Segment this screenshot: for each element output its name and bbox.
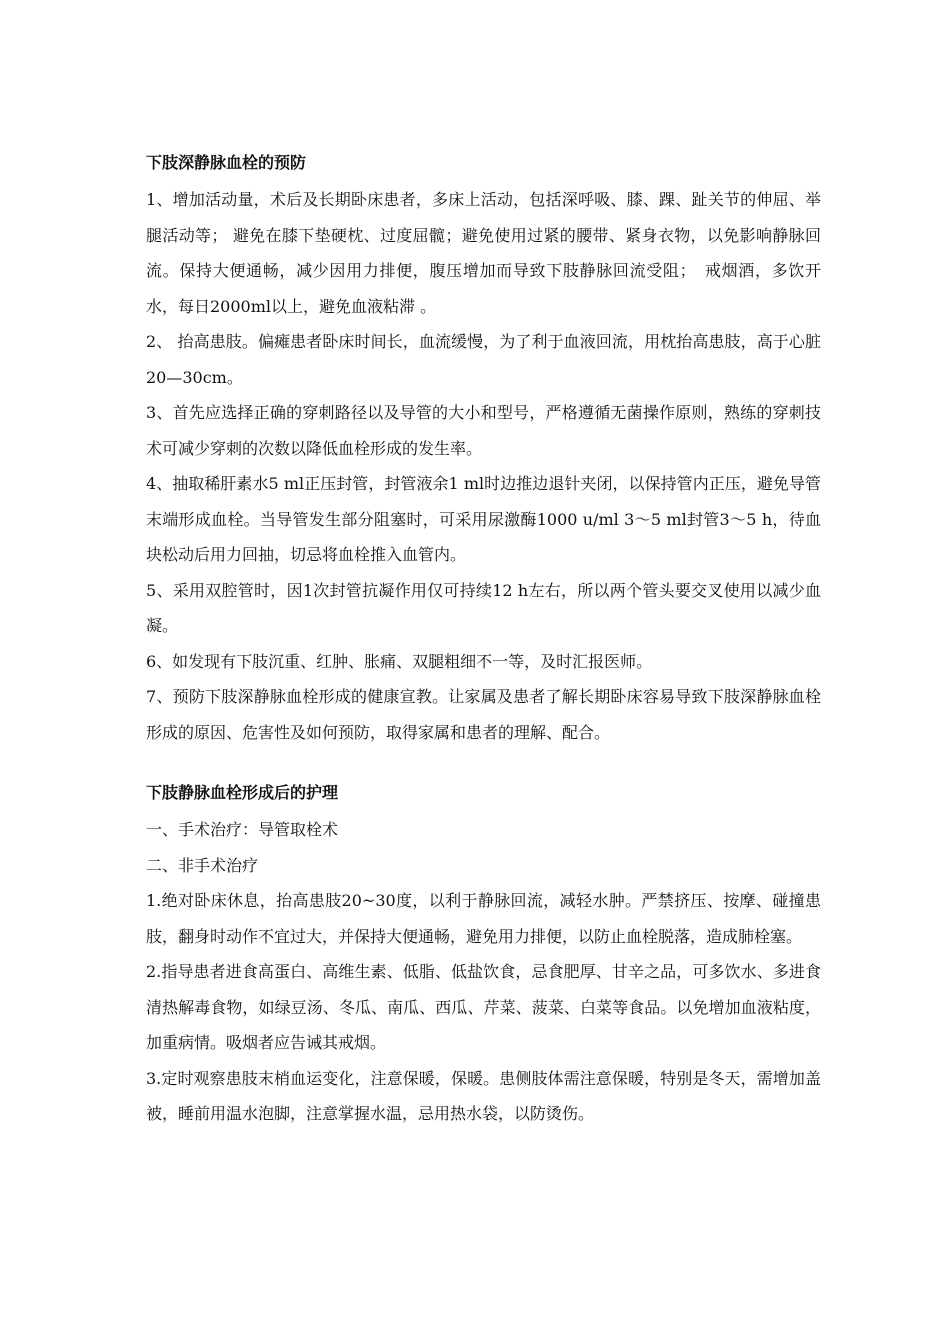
section-heading-care: 下肢静脉血栓形成后的护理 [146, 783, 339, 802]
prevention-item-3: 3、首先应选择正确的穿刺路径以及导管的大小和型号，严格遵循无菌操作原则，熟练的穿刺技术可减少穿刺的次数以降低血栓形成的发生率。 [146, 403, 821, 458]
care-subheading-surgical: 一、手术治疗：导管取栓术 [146, 820, 339, 839]
prevention-item-5: 5、采用双腔管时，因1次封管抗凝作用仅可持续12 h左右，所以两个管头要交叉使用以减少血凝。 [146, 580, 821, 635]
care-item-3: 3.定时观察患肢末梢血运变化，注意保暖，保暖。患侧肢体需注意保暖，特别是冬天，需增加盖被，睡前用温水泡脚，注意掌握水温，忌用热水袋，以防烫伤。 [146, 1068, 821, 1123]
care-item-2: 2.指导患者进食高蛋白、高维生素、低脂、低盐饮食，忌食肥厚、甘辛之品，可多饮水、多进食清热解毒食物，如绿豆汤、冬瓜、南瓜、西瓜、芹菜、菠菜、白菜等食品。以免增加血液粘度，加重病情。吸烟者应告诫其戒烟。 [146, 962, 821, 1052]
care-subheading-nonsurgical: 二、非手术治疗 [146, 855, 259, 875]
prevention-item-4: 4、抽取稀肝素水5 ml正压封管，封管液余1 ml时边推边退针夹闭，以保持管内正压，避免导管末端形成血栓。当导管发生部分阻塞时，可采用尿激酶1000 u/ml 3～5 ml封管3～5 h，待血块松动后用力回抽，切忌将血栓推入血管内。 [146, 474, 821, 564]
prevention-item-6: 6、如发现有下肢沉重、红肿、胀痛、双腿粗细不一等，及时汇报医师。 [146, 651, 653, 671]
prevention-item-7: 7、预防下肢深静脉血栓形成的健康宣教。让家属及患者了解长期卧床容易导致下肢深静脉血栓形成的原因、危害性及如何预防，取得家属和患者的理解、配合。 [146, 687, 821, 742]
prevention-item-1: 1、增加活动量，术后及长期卧床患者，多床上活动，包括深呼吸、膝、踝、趾关节的伸屈、举腿活动等； 避免在膝下垫硬枕、过度屈髋；避免使用过紧的腰带、紧身衣物，以免影响静脉回流。保持大便通畅，减少因用力排便，腹压增加而导致下肢静脉回流受阻； 戒烟酒，多饮开水，每日2000ml以上，避免血液粘滞 。 [146, 190, 821, 316]
section-heading-prevention: 下肢深静脉血栓的预防 [146, 153, 307, 172]
prevention-item-2: 2、 抬高患肢。偏瘫患者卧床时间长，血流缓慢，为了利于血液回流，用枕抬高患肢，高于心脏20—30cm。 [146, 332, 821, 387]
care-item-1: 1.绝对卧床休息，抬高患肢20~30度，以利于静脉回流，减轻水肿。严禁挤压、按摩、碰撞患肢，翻身时动作不宜过大，并保持大便通畅，避免用力排便，以防止血栓脱落，造成肺栓塞。 [146, 891, 821, 946]
document-page [146, 150, 821, 1132]
